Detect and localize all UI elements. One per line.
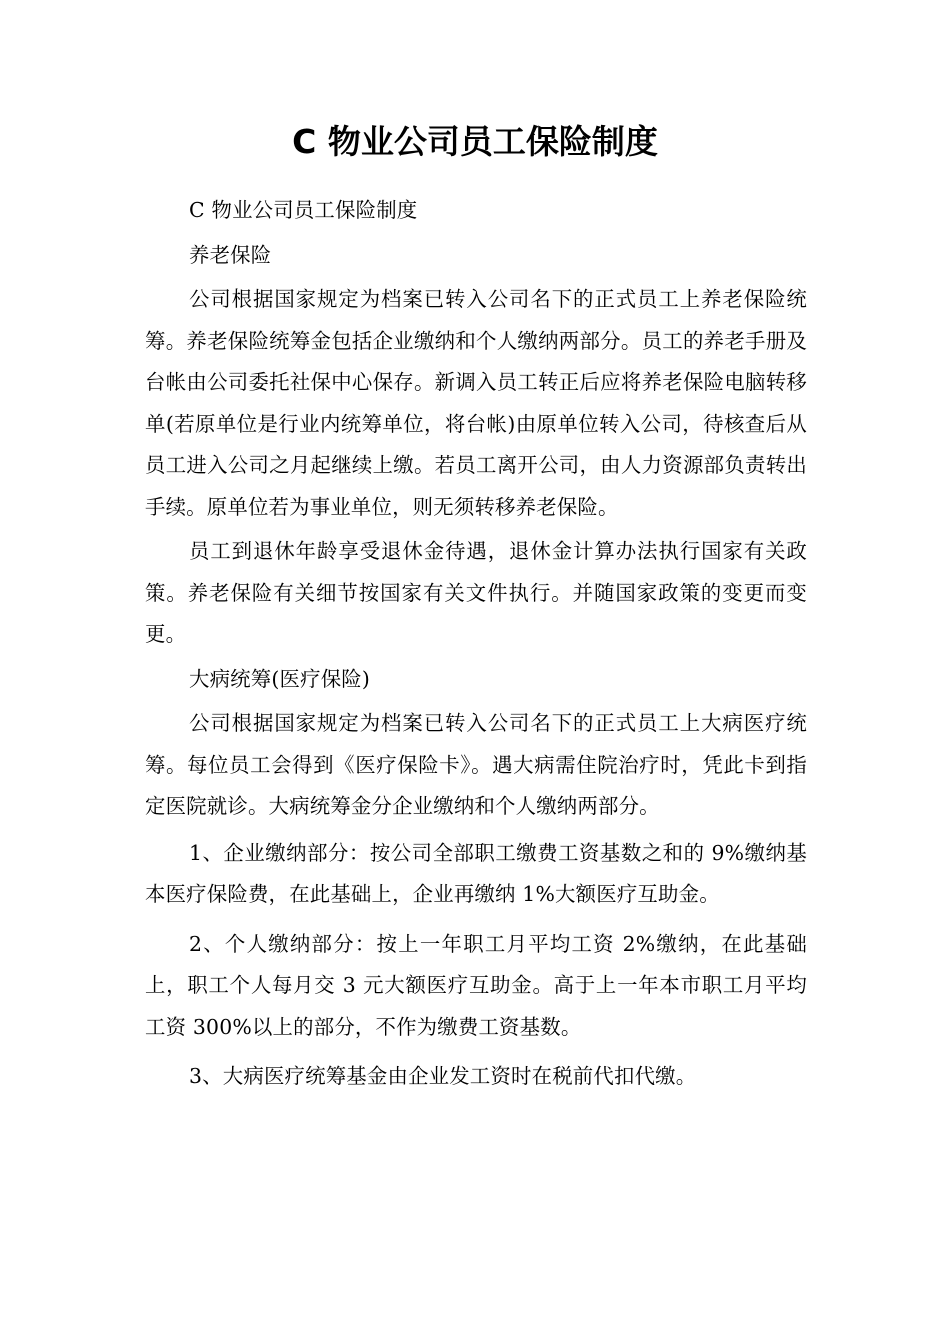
document-title: C 物业公司员工保险制度 bbox=[292, 122, 658, 161]
medical-paragraph: 公司根据国家规定为档案已转入公司名下的正式员工上大病医疗统筹。每位员工会得到《医疗保险卡》。遇大病需住院治疗时，凭此卡到指定医院就诊。大病统筹金分企业缴纳和个人缴纳两部分。 bbox=[145, 711, 807, 818]
section-heading-medical: 大病统筹(医疗保险) bbox=[189, 666, 371, 691]
section-heading-pension: 养老保险 bbox=[189, 242, 272, 267]
list-item-personal: 2、个人缴纳部分：按上一年职工月平均工资 2%缴纳，在此基础上，职工个人每月交 3 元大额医疗互助金。高于上一年本市职工月平均工资 300%以上的部分，不作为缴费工资基数。 bbox=[145, 931, 807, 1039]
list-item-withholding: 3、大病医疗统筹基金由企业发工资时在税前代扣代缴。 bbox=[189, 1064, 697, 1088]
retirement-paragraph: 员工到退休年龄享受退休金待遇，退休金计算办法执行国家有关政策。养老保险有关细节按国家有关文件执行。并随国家政策的变更而变更。 bbox=[145, 539, 807, 646]
document-body bbox=[145, 190, 807, 1098]
list-item-enterprise: 1、企业缴纳部分：按公司全部职工缴费工资基数之和的 9%缴纳基本医疗保险费，在此基础上，企业再缴纳 1%大额医疗互助金。 bbox=[145, 840, 807, 906]
pension-paragraph: 公司根据国家规定为档案已转入公司名下的正式员工上养老保险统筹。养老保险统筹金包括企业缴纳和个人缴纳两部分。员工的养老手册及台帐由公司委托社保中心保存。新调入员工转正后应将养老保险电脑转移单(若原单位是行业内统筹单位，将台帐)由原单位转入公司，待核查后从员工进入公司之月起继续上缴。若员工离开公司，由人力资源部负责转出手续。原单位若为事业单位，则无须转移养老保险。 bbox=[145, 287, 807, 519]
subtitle-paragraph: C 物业公司员工保险制度 bbox=[189, 198, 418, 222]
